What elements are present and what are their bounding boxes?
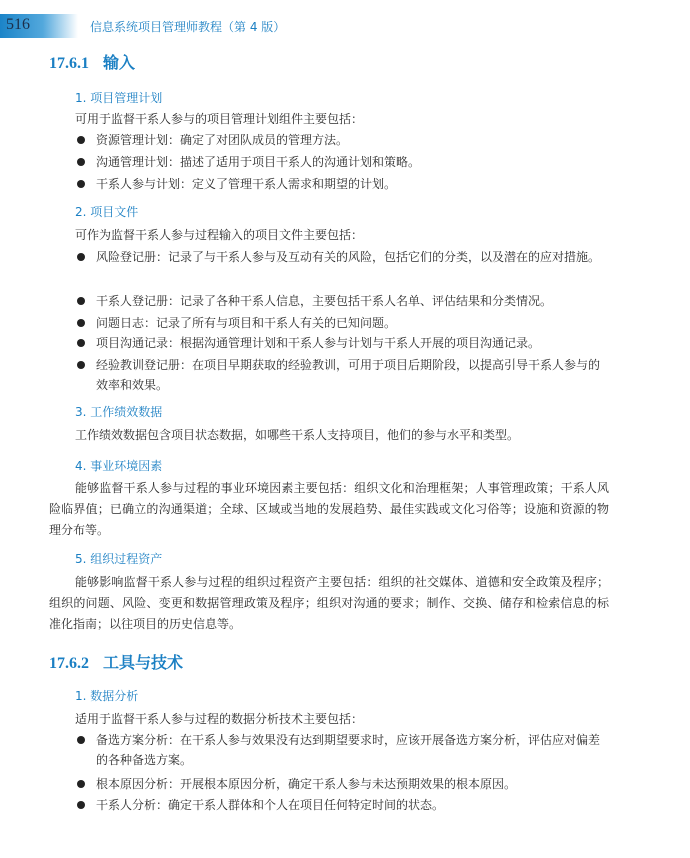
subheading-project-management-plan: 1. 项目管理计划 <box>75 91 163 105</box>
paragraph: 能够影响监督干系人参与过程的组织过程资产主要包括：组织的社交媒体、道德和安全政策及程序；组织的问题、风险、变更和数据管理政策及程序；组织对沟通的要求；制作、交换、储存和检索信息的标准化指南；以往项目的历史信息等。 <box>49 575 609 631</box>
paragraph-intro: 适用于监督干系人参与过程的数据分析技术主要包括： <box>75 712 364 726</box>
section-heading-tools-techniques <box>49 650 183 673</box>
paragraph: 能够监督干系人参与过程的事业环境因素主要包括：组织文化和治理框架；人事管理政策；干系人风险临界值；已确立的沟通渠道；全球、区域或当地的发展趋势、最佳实践或文化习俗等；设施和资源的物理分布等。 <box>49 481 609 537</box>
list-item: 经验教训登记册：在项目早期获取的经验教训，可用于项目后期阶段，以提高引导干系人参与的效率和效果。 <box>75 355 610 395</box>
section-title: 工具与技术 <box>103 653 184 672</box>
paragraph-intro: 可作为监督干系人参与过程输入的项目文件主要包括： <box>75 228 364 242</box>
list-item: 干系人登记册：记录了各种干系人信息，主要包括干系人名单、评估结果和分类情况。 <box>75 291 610 311</box>
section-number: 17.6.2 <box>49 655 89 672</box>
section-number: 17.6.1 <box>49 55 89 72</box>
list-item: 风险登记册：记录了与干系人参与及互动有关的风险，包括它们的分类，以及潜在的应对措施。 <box>75 247 610 267</box>
book-title: 信息系统项目管理师教程（第 4 版） <box>90 20 286 34</box>
list-item: 根本原因分析：开展根本原因分析，确定干系人参与未达预期效果的根本原因。 <box>75 774 610 794</box>
list-item: 资源管理计划：确定了对团队成员的管理方法。 <box>75 130 610 150</box>
paragraph: 工作绩效数据包含项目状态数据，如哪些干系人支持项目，他们的参与水平和类型。 <box>75 428 520 442</box>
paragraph-intro: 可用于监督干系人参与的项目管理计划组件主要包括： <box>75 112 364 126</box>
subheading-enterprise-environmental-factors: 4. 事业环境因素 <box>75 459 163 473</box>
list-item: 干系人参与计划：定义了管理干系人需求和期望的计划。 <box>75 174 610 194</box>
subheading-project-documents: 2. 项目文件 <box>75 205 139 219</box>
list-item: 沟通管理计划：描述了适用于项目干系人的沟通计划和策略。 <box>75 152 610 172</box>
list-item: 干系人分析：确定干系人群体和个人在项目任何特定时间的状态。 <box>75 795 610 815</box>
subheading-work-performance-data: 3. 工作绩效数据 <box>75 405 163 419</box>
list-item: 问题日志：记录了所有与项目和干系人有关的已知问题。 <box>75 313 610 333</box>
subheading-organizational-process-assets: 5. 组织过程资产 <box>75 552 163 566</box>
section-heading-inputs <box>49 50 135 73</box>
subheading-data-analysis: 1. 数据分析 <box>75 689 139 703</box>
list-item: 备选方案分析：在干系人参与效果没有达到期望要求时，应该开展备选方案分析，评估应对偏差的各种备选方案。 <box>75 730 610 770</box>
list-item: 项目沟通记录：根据沟通管理计划和干系人参与计划与干系人开展的项目沟通记录。 <box>75 333 610 353</box>
section-title: 输入 <box>103 53 136 72</box>
page-number: 516 <box>6 16 30 33</box>
